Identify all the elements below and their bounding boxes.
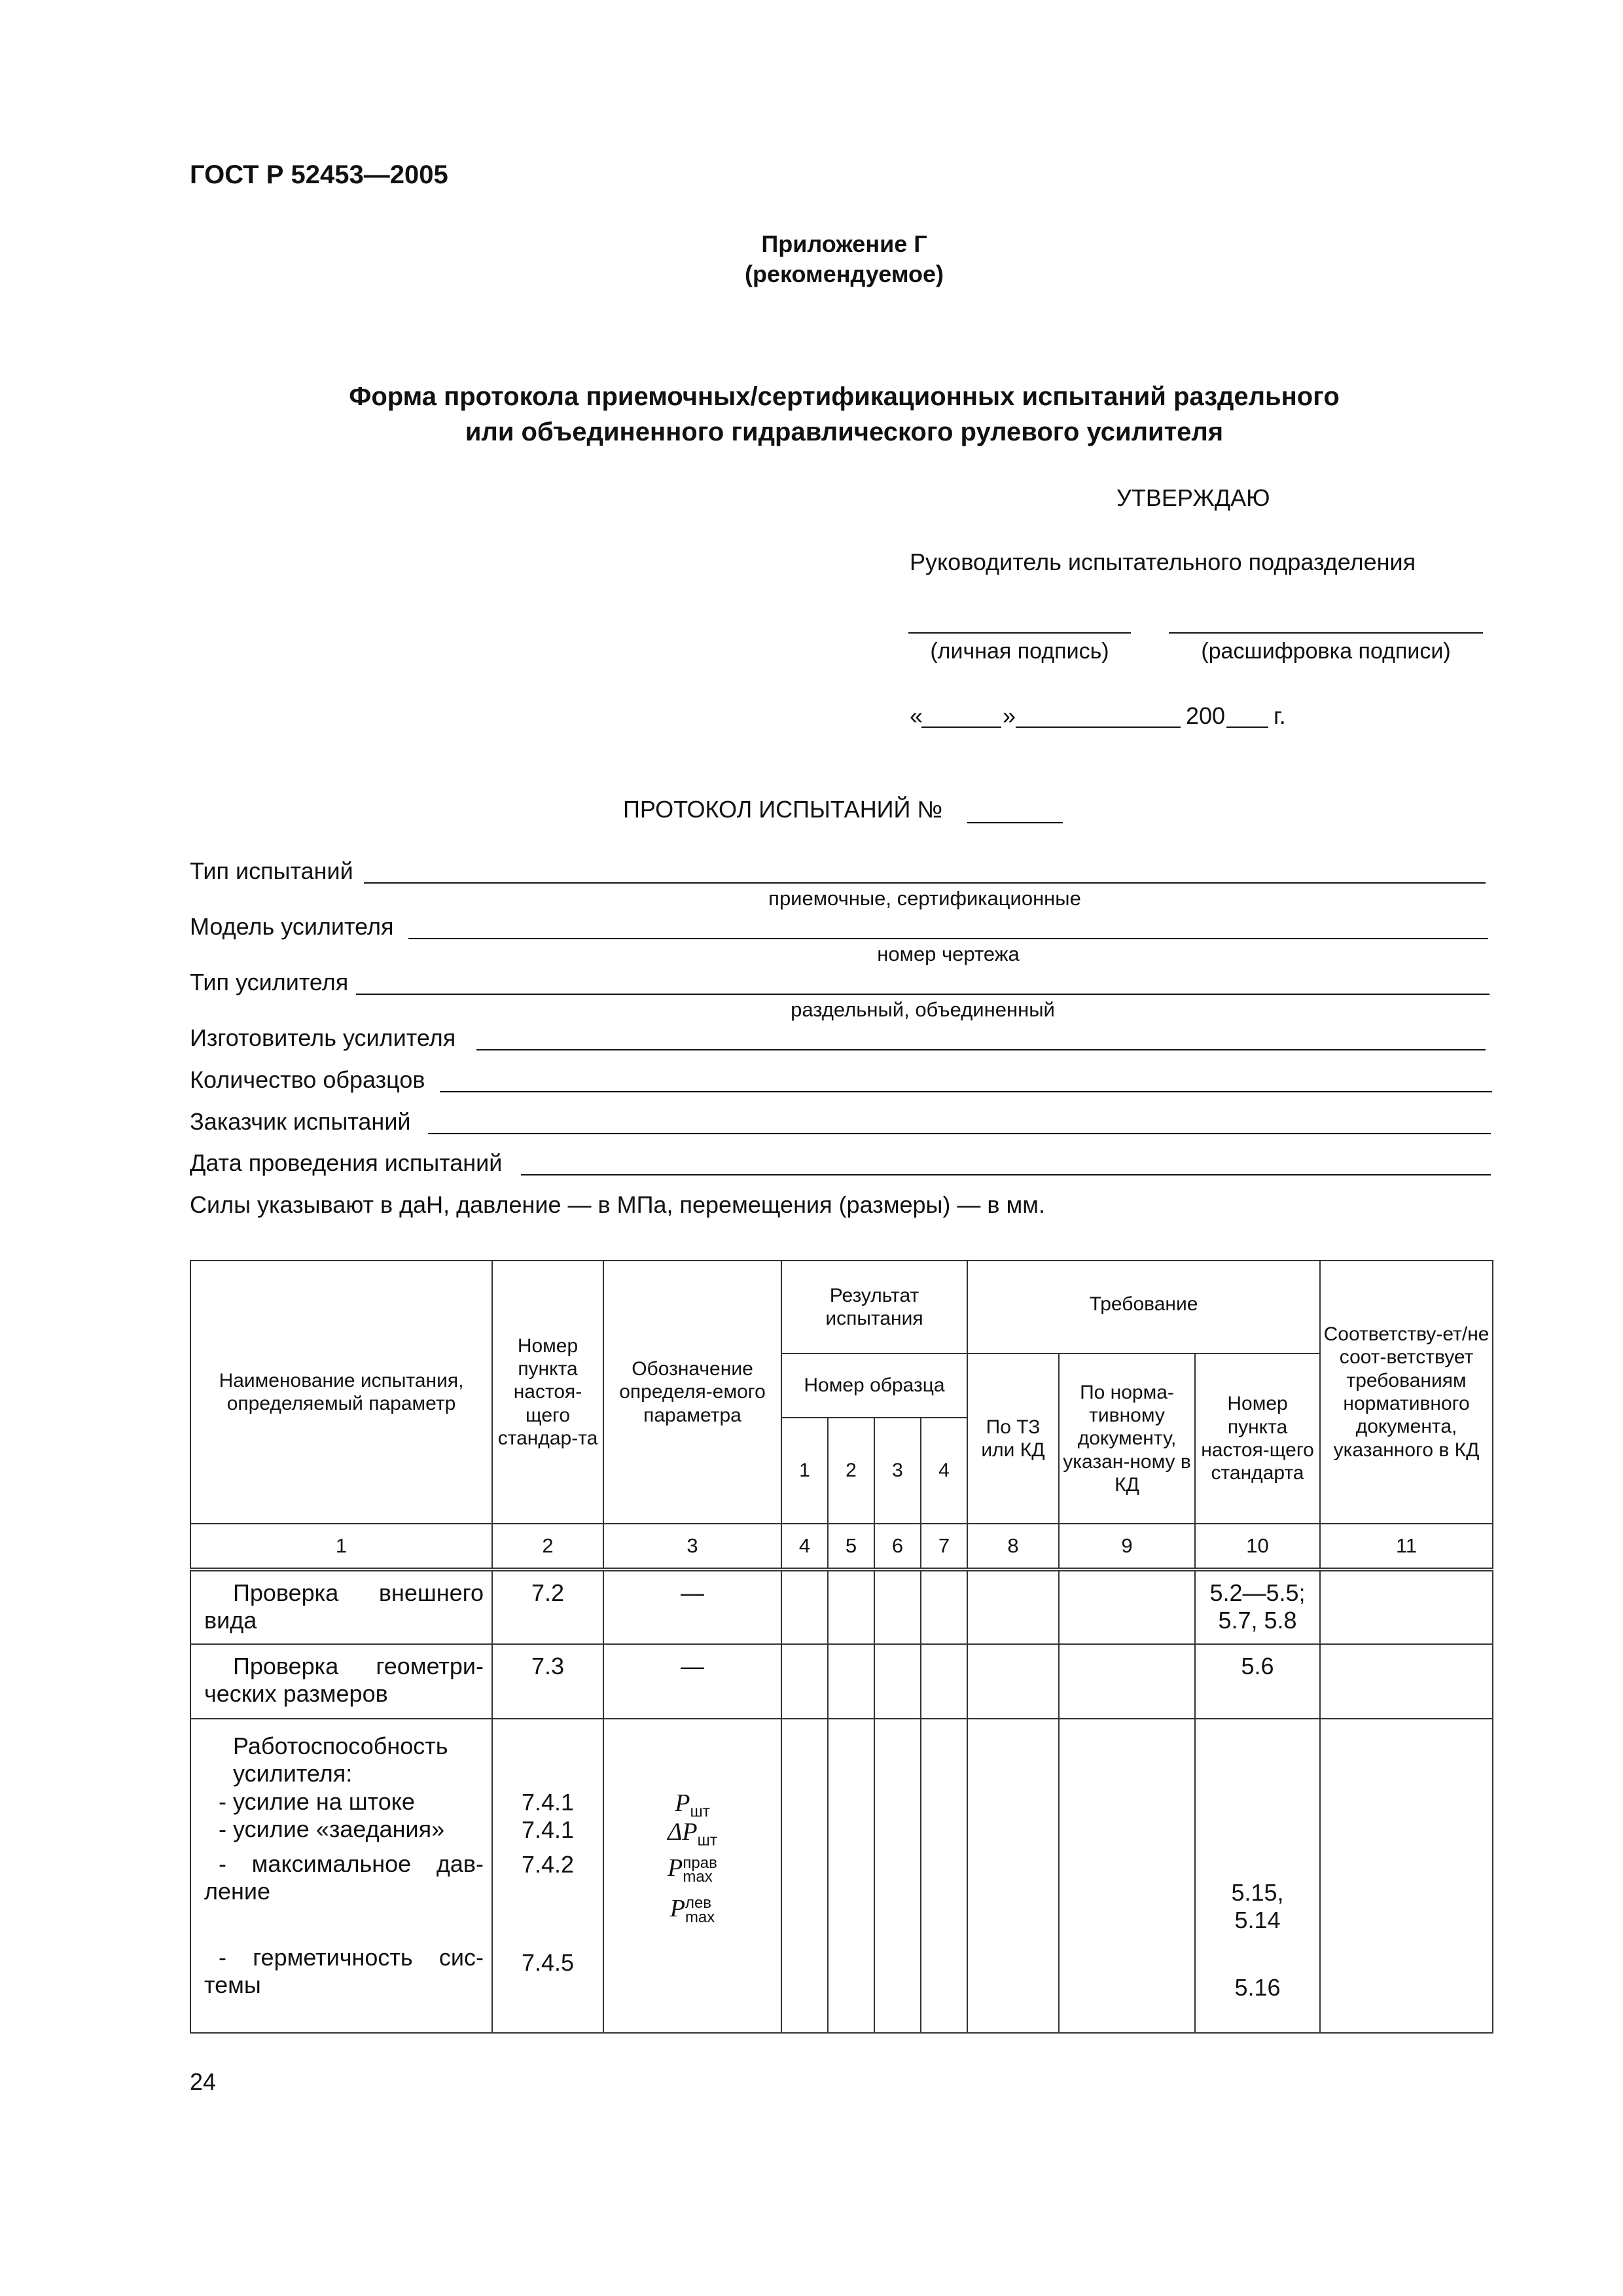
field-test-type-line [364,882,1486,884]
field-date-line [521,1174,1491,1175]
perf-clause-tight: 7.4.5 [521,1949,575,1977]
year-line [1226,726,1268,728]
units-note: Силы указывают в даН, давление — в МПа, перемещения (размеры) — в мм. [190,1191,1045,1218]
header-sample-2: 2 [828,1418,874,1524]
column-number: 5 [828,1524,874,1570]
perf-stick: - усилие «заедания» [219,1816,445,1843]
perf-title: Работоспособность усилителя: [233,1732,448,1787]
field-model-label: Модель усилителя [190,913,394,940]
row-std-clause: 5.6 [1195,1644,1320,1719]
column-number: 3 [603,1524,781,1570]
signature-line [908,632,1131,634]
row-name: Проверка геометри-ческих размеров [190,1644,492,1719]
field-customer-line [428,1133,1491,1134]
field-model-hint: номер чертежа [877,942,1020,965]
field-type-label: Тип усилителя [190,969,349,996]
year-suffix: г. [1274,702,1286,729]
table-row [190,1570,1493,1644]
date-close-quote: » [1003,702,1016,729]
header-sample-4: 4 [921,1418,967,1524]
column-number: 2 [492,1524,603,1570]
field-test-type-label: Тип испытаний [190,857,353,884]
perf-std-pressure-1: 5.15, [1231,1879,1284,1906]
symbol-p-rod: $P_{шт}$ [675,1789,710,1821]
field-model-line [408,938,1488,939]
header-sample-number: Номер образца [781,1354,967,1418]
header-requirement: Требование [967,1261,1320,1354]
perf-tight-2: темы [204,1971,261,1999]
column-number: 7 [921,1524,967,1570]
field-manufacturer-label: Изготовитель усилителя [190,1024,456,1051]
field-quantity-label: Количество образцов [190,1066,425,1093]
row-clause: 7.3 [492,1644,603,1719]
column-number: 8 [967,1524,1059,1570]
perf-clause-force: 7.4.1 [521,1789,575,1816]
symbol-delta-p-rod: $\Delta P_{шт}$ [668,1818,717,1850]
header-clause: Номер пункта настоя-щего стандар-та [492,1261,603,1524]
table-row-performance [190,1719,1493,2033]
page-number: 24 [190,2068,217,2095]
field-date-label: Дата проведения испытаний [190,1149,503,1176]
appendix-subtitle: (рекомендуемое) [745,260,944,287]
column-number: 11 [1320,1524,1493,1570]
date-day-line [921,726,1001,728]
header-tz: По ТЗ или КД [967,1354,1059,1524]
row-name: Проверка внешнего вида [190,1570,492,1644]
row-clause: 7.2 [492,1570,603,1644]
year-prefix: 200 [1186,702,1226,729]
field-type-line [356,994,1489,995]
signature-decode-caption: (расшифровка подписи) [1201,639,1451,664]
row-symbol: — [603,1570,781,1644]
column-number: 6 [874,1524,921,1570]
approve-label: УТВЕРЖДАЮ [1116,484,1270,511]
perf-pressure-2: ление [204,1878,271,1905]
header-result: Результат испытания [781,1261,967,1354]
perf-std-tight: 5.16 [1234,1973,1281,2001]
header-symbol: Обозначение определя-емого параметра [603,1261,781,1524]
header-conformity: Соответству-ет/не соот-ветствует требованиям нормативного документа, указанного в КД [1320,1261,1493,1524]
date-open-quote: « [910,702,923,729]
perf-tight-1: - герметичность сис- [219,1943,484,1971]
header-name: Наименование испытания, определяемый параметр [190,1261,492,1524]
test-results-table [190,1260,1493,2034]
column-number: 1 [190,1524,492,1570]
field-quantity-line [440,1091,1492,1092]
header-sample-3: 3 [874,1418,921,1524]
appendix-title: Приложение Г [761,230,927,257]
perf-clause-pressure: 7.4.2 [521,1850,575,1878]
date-month-line [1016,726,1181,728]
table-row [190,1644,1493,1719]
standard-number: ГОСТ Р 52453—2005 [190,160,448,189]
perf-std-pressure-2: 5.14 [1234,1907,1281,1934]
field-customer-label: Заказчик испытаний [190,1108,411,1135]
head-label: Руководитель испытательного подразделения [910,548,1416,575]
header-norm-doc: По норма-тивному документу, указан-ному в КД [1059,1354,1195,1524]
form-title-line1: Форма протокола приемочных/сертификационных испытаний раздельного [349,382,1340,411]
header-sample-1: 1 [781,1418,828,1524]
protocol-number-line [967,822,1063,823]
header-std-clause: Номер пункта настоя-щего стандарта [1195,1354,1320,1524]
row-std-clause: 5.2—5.5; 5.7, 5.8 [1195,1570,1320,1644]
field-manufacturer-line [476,1049,1486,1050]
field-type-hint: раздельный, объединенный [791,998,1055,1021]
perf-clause-stick: 7.4.1 [521,1816,575,1844]
perf-pressure-1: - максимальное дав- [219,1850,484,1877]
column-number: 9 [1059,1524,1195,1570]
form-title-line2: или объединенного гидравлического рулевого усилителя [465,418,1224,446]
protocol-title: ПРОТОКОЛ ИСПЫТАНИЙ № [623,796,943,823]
signature-caption: (личная подпись) [930,639,1109,664]
row-symbol: — [603,1644,781,1719]
column-number: 10 [1195,1524,1320,1570]
symbol-pmax-left: P лев max [669,1894,715,1926]
signature-decode-line [1169,632,1483,634]
column-number: 4 [781,1524,828,1570]
perf-force: - усилие на штоке [219,1787,415,1815]
field-test-type-hint: приемочные, сертификационные [768,887,1081,910]
symbol-pmax-right: P прав max [668,1854,717,1886]
